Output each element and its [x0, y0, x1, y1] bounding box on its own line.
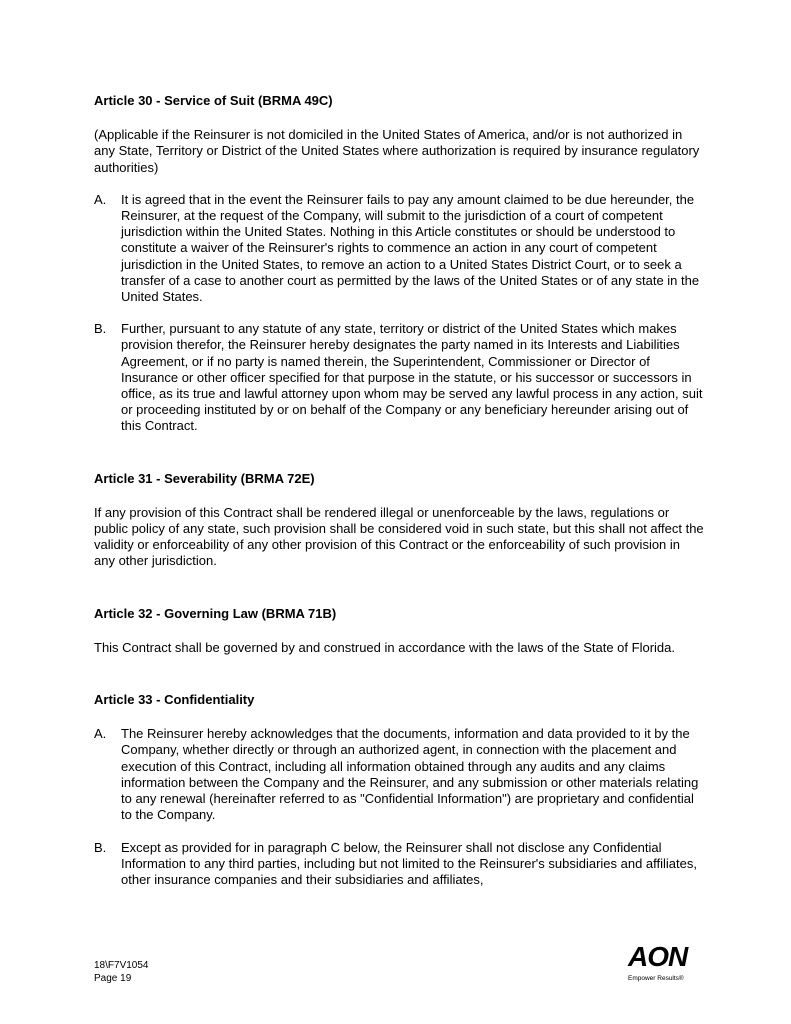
article-32-text: This Contract shall be governed by and construed in accordance with the laws of the State of Florida. — [94, 639, 675, 655]
article-30-intro: (Applicable if the Reinsurer is not domiciled in the United States of America, and/or is not authorized in any State, Territory or District of the United States where authorization is required by insurance regulatory authorities) — [94, 127, 700, 175]
page-number: Page 19 — [94, 972, 132, 984]
article-33-item-b — [94, 840, 704, 889]
page-footer — [94, 960, 149, 985]
article-32-heading: Article 32 - Governing Law (BRMA 71B) — [94, 605, 337, 621]
aon-logo-mark: AON — [628, 941, 688, 972]
item-text: The Reinsurer hereby acknowledges that the documents, information and data provided to it by the Company, whether directly or through an authorized agent, in connection with the placement and execution of this Contract, including all information obtained through any audits and any claims information between the Company and the Reinsurer, and any submission or other materials relating to any renewal (hereinafter referred to as "Confidential Information") are proprietary and confidential to the Company. — [121, 726, 699, 823]
item-label: A. — [94, 726, 107, 742]
item-text: Further, pursuant to any statute of any state, territory or district of the United States which makes provision therefor, the Reinsurer hereby designates the party named in its Interests and Liabilities Agreement, or if no party is named therein, the Superintendent, Commissioner or Director of Insurance or other officer specified for that purpose in the statute, or his successor or successors in office, as its true and lawful attorney upon whom may be served any lawful process in any action, suit or proceeding instituted by or on behalf of the Company or any beneficiary hereunder arising out of this Contract. — [121, 321, 703, 434]
item-label: A. — [94, 191, 107, 207]
item-label: B. — [94, 839, 107, 855]
article-33-item-a — [94, 726, 704, 823]
document-id: 18\F7V1054 — [94, 960, 149, 971]
article-31-text: If any provision of this Contract shall be rendered illegal or unenforceable by the laws, regulations or public policy of any state, such provision shall be considered void in such state, but this shall not affect the validity or enforceability of any other provision of this Contract or the enforceability of such provision in any other jurisdiction. — [94, 504, 704, 569]
document-body — [94, 93, 704, 904]
aon-logo — [628, 942, 700, 988]
article-30-item-b — [94, 321, 704, 434]
article-31-heading: Article 31 - Severability (BRMA 72E) — [94, 470, 315, 486]
article-30-item-a — [94, 192, 704, 305]
item-text: Except as provided for in paragraph C below, the Reinsurer shall not disclose any Confidential Information to any third parties, including but not limited to the Reinsurer's subsidiaries and affiliates, other insurance companies and their subsidiaries and affiliates, — [121, 839, 697, 887]
item-text: It is agreed that in the event the Reinsurer fails to pay any amount claimed to be due hereunder, the Reinsurer, at the request of the Company, will submit to the jurisdiction of a court of competent jurisdiction within the United States. Nothing in this Article constitutes or should be understood to constitute a waiver of the Reinsurer's rights to commence an action in any court of competent jurisdiction in the United States, to remove an action to a United States District Court, or to seek a transfer of a case to another court as permitted by the laws of the United States or of any state in the United States. — [121, 191, 700, 305]
article-33-heading: Article 33 - Confidentiality — [94, 692, 255, 708]
article-30-heading: Article 30 - Service of Suit (BRMA 49C) — [94, 93, 333, 108]
aon-logo-tagline: Empower Results® — [628, 975, 684, 982]
item-label: B. — [94, 321, 107, 337]
